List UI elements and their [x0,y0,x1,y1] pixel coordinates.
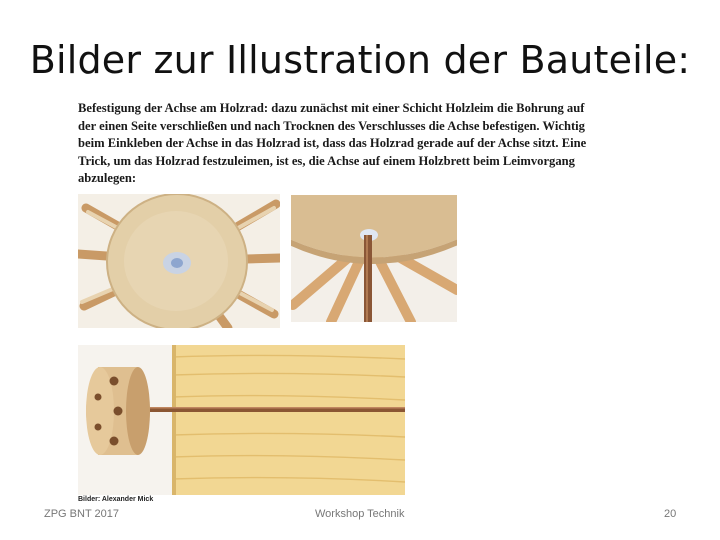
text-line: beim Einkleben der Achse in das Holzrad ist, dass das Holzrad gerade auf der Achse sitzt. Eine [78,136,587,150]
slide-title: Bilder zur Illustration der Bauteile: [29,38,691,82]
wheel-glue-photo [78,194,280,328]
page-number: 20 [664,508,677,520]
text-line: der einen Seite verschließen und nach Trocknen des Verschlusses die Achse befestigen. Wichtig [78,118,585,133]
footer-left-text: ZPG BNT 2017 [44,508,119,520]
board-drying-photo [78,345,405,495]
description-text [78,100,648,188]
photo-credit: Bilder: Alexander Mick [78,496,154,503]
footer-center-text: Workshop Technik [315,508,405,520]
text-line: abzulegen: [78,171,137,185]
text-line: Trick, um das Holzrad festzuleimen, ist es, die Achse auf einem Holzbrett beim Leimvorgang [78,153,575,168]
text-line: Befestigung der Achse am Holzrad: dazu zunächst mit einer Schicht Holzleim die Bohrung auf [78,101,585,115]
axle-inserted-photo [291,195,457,322]
